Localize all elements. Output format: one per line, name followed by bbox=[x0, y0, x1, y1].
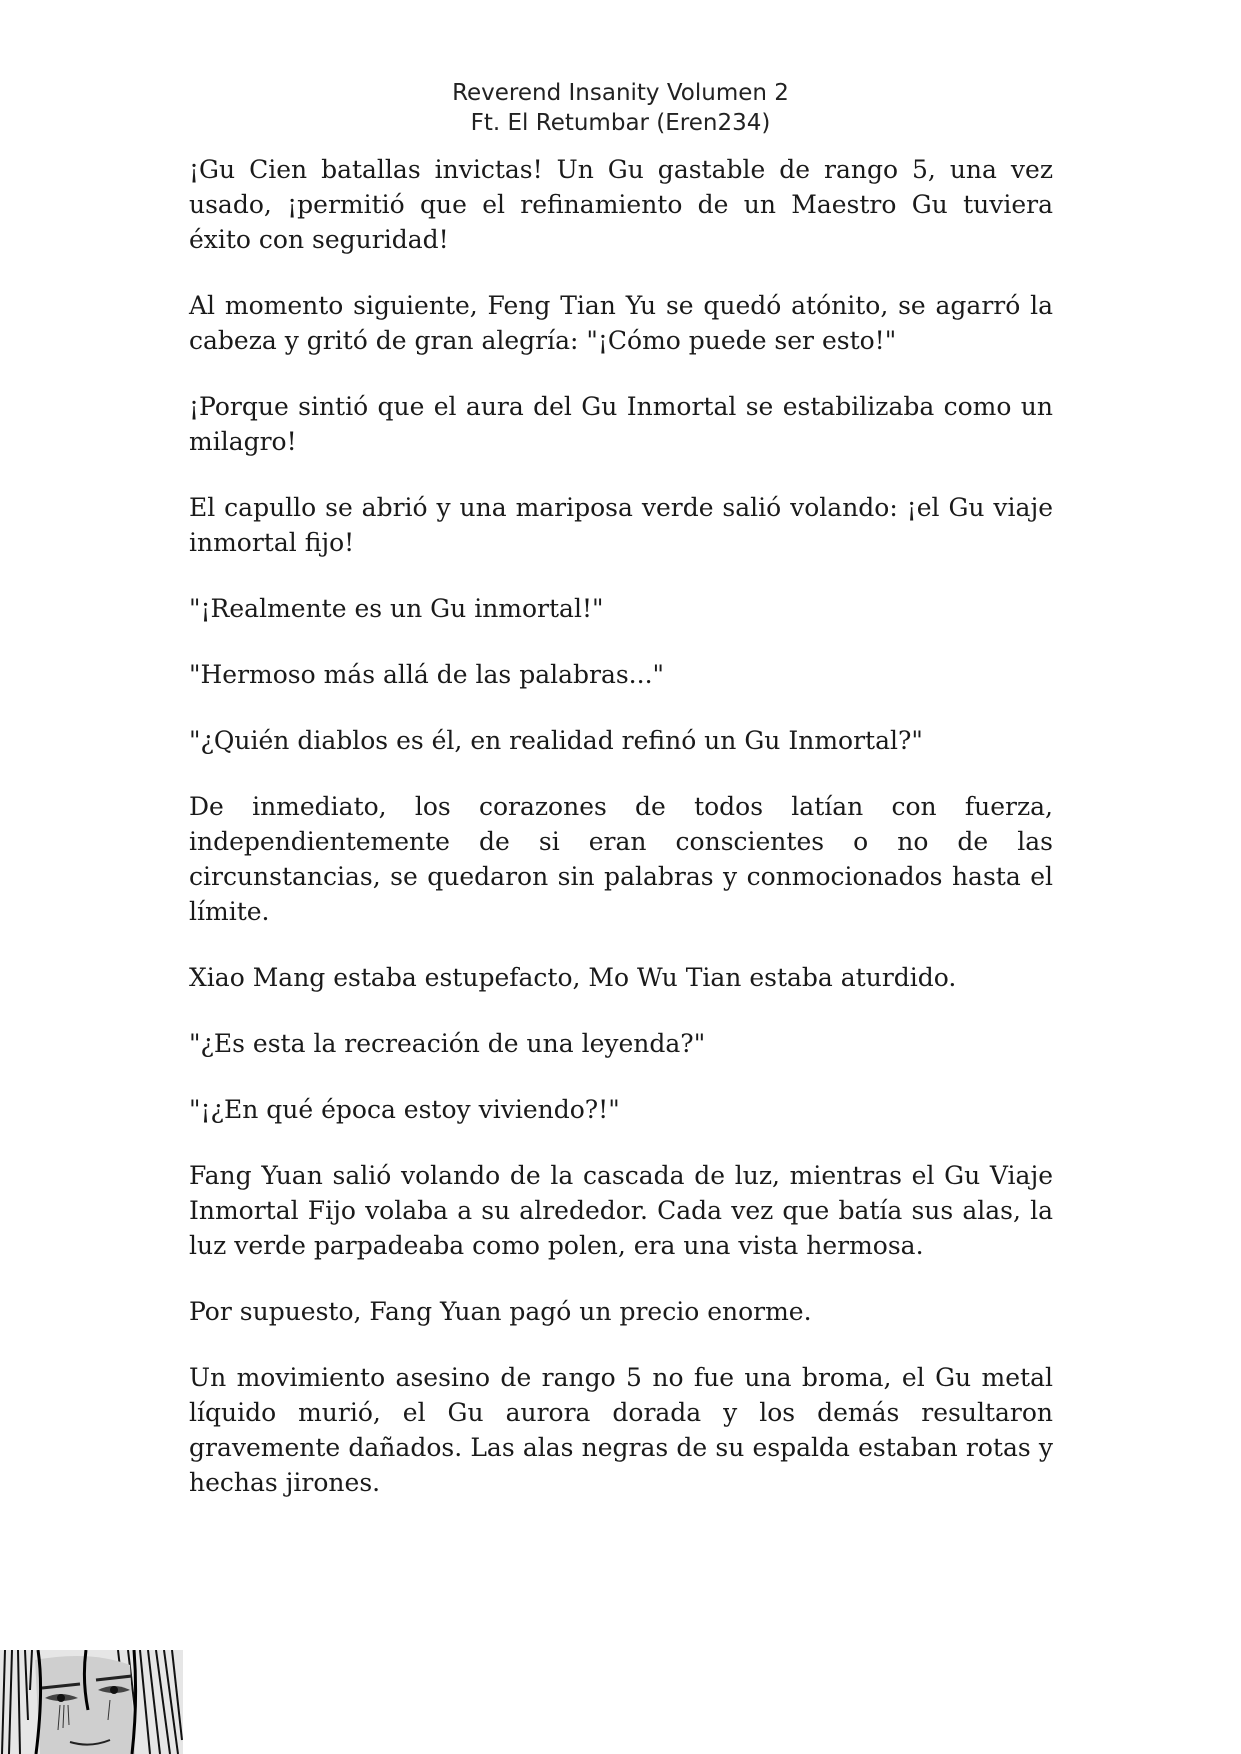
paragraph: Un movimiento asesino de rango 5 no fue una broma, el Gu metal líquido murió, el Gu aurora dorada y los demás resultaron gravemente dañados. Las alas negras de su espalda estaban rotas y hechas jirones. bbox=[189, 1363, 1053, 1497]
paragraph: "¡¿En qué época estoy viviendo?!" bbox=[189, 1095, 620, 1124]
paragraph: Xiao Mang estaba estupefacto, Mo Wu Tian estaba aturdido. bbox=[189, 963, 957, 992]
character-face-illustration bbox=[0, 1650, 183, 1754]
header-subtitle: Ft. El Retumbar (Eren234) bbox=[470, 110, 771, 136]
paragraph: El capullo se abrió y una mariposa verde salió volando: ¡el Gu viaje inmortal fijo! bbox=[189, 493, 1053, 557]
paragraph: ¡Porque sintió que el aura del Gu Inmortal se estabilizaba como un milagro! bbox=[189, 392, 1053, 456]
paragraph: Al momento siguiente, Feng Tian Yu se quedó atónito, se agarró la cabeza y gritó de gran alegría: "¡Cómo puede ser esto!" bbox=[189, 291, 1053, 355]
manga-character-thumbnail bbox=[0, 1650, 183, 1754]
paragraph: ¡Gu Cien batallas invictas! Un Gu gastable de rango 5, una vez usado, ¡permitió que el refinamiento de un Maestro Gu tuviera éxito con seguridad! bbox=[189, 155, 1053, 254]
chapter-body bbox=[189, 152, 1053, 1531]
header-title: Reverend Insanity Volumen 2 bbox=[452, 80, 789, 106]
paragraph: "¡Realmente es un Gu inmortal!" bbox=[189, 594, 604, 623]
paragraph: Fang Yuan salió volando de la cascada de luz, mientras el Gu Viaje Inmortal Fijo volaba a su alrededor. Cada vez que batía sus alas, la luz verde parpadeaba como polen, era una vista hermosa. bbox=[189, 1161, 1053, 1260]
paragraph: "Hermoso más allá de las palabras..." bbox=[189, 660, 665, 689]
paragraph: "¿Quién diablos es él, en realidad refinó un Gu Inmortal?" bbox=[189, 726, 923, 755]
paragraph: Por supuesto, Fang Yuan pagó un precio enorme. bbox=[189, 1297, 812, 1326]
paragraph: "¿Es esta la recreación de una leyenda?" bbox=[189, 1029, 706, 1058]
paragraph: De inmediato, los corazones de todos latían con fuerza, independientemente de si eran conscientes o no de las circunstancias, se quedaron sin palabras y conmocionados hasta el límite. bbox=[189, 792, 1053, 926]
page-header bbox=[0, 78, 1241, 138]
